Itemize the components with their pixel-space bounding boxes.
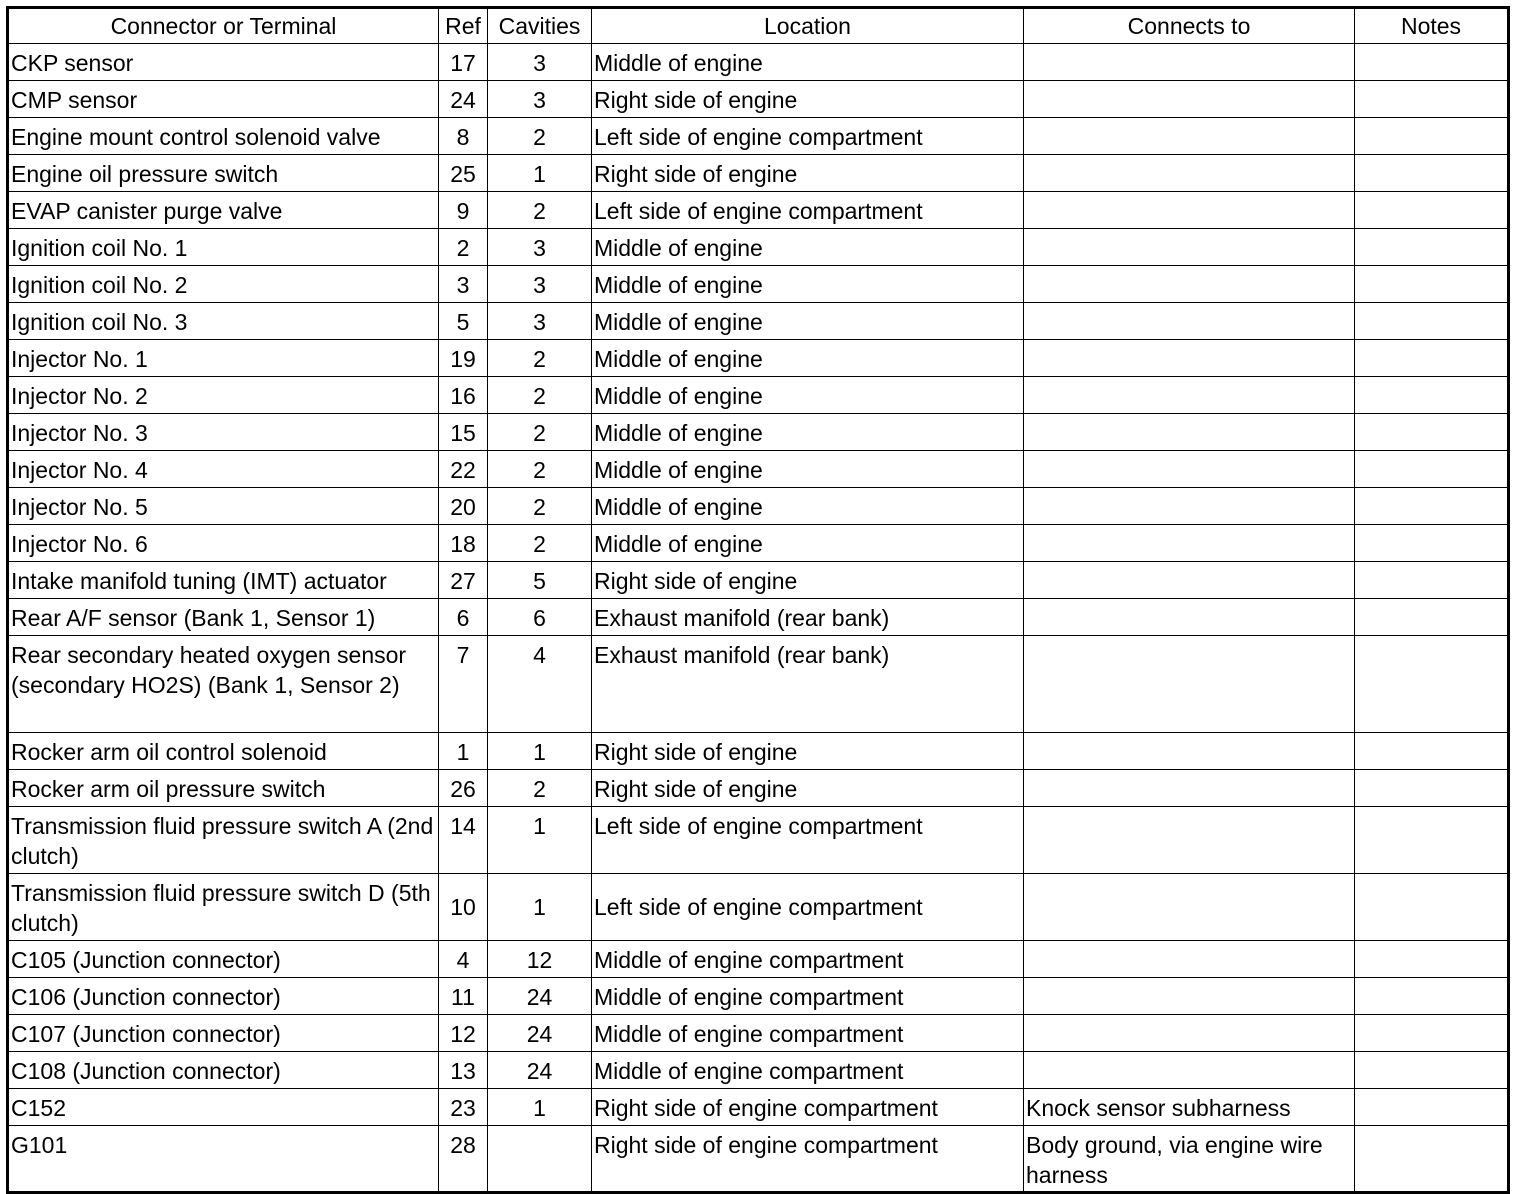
- cell-connects-to: [1024, 155, 1355, 192]
- cell-location: Middle of engine: [592, 303, 1024, 340]
- cell-connector: Injector No. 4: [8, 451, 439, 488]
- cell-cavities: 2: [488, 377, 592, 414]
- cell-connects-to: [1024, 562, 1355, 599]
- cell-connects-to: [1024, 1015, 1355, 1052]
- cell-connects-to: [1024, 1052, 1355, 1089]
- cell-connector: C105 (Junction connector): [8, 941, 439, 978]
- cell-notes: [1355, 44, 1509, 81]
- table-row: [8, 44, 1509, 81]
- header-notes: Notes: [1355, 8, 1509, 44]
- cell-connects-to: [1024, 636, 1355, 733]
- cell-location: Middle of engine: [592, 451, 1024, 488]
- cell-cavities: 5: [488, 562, 592, 599]
- cell-cavities: 2: [488, 525, 592, 562]
- cell-location: Middle of engine: [592, 377, 1024, 414]
- table-row: [8, 1126, 1509, 1193]
- header-ref: Ref: [439, 8, 488, 44]
- cell-connects-to: [1024, 807, 1355, 874]
- cell-cavities: 24: [488, 1052, 592, 1089]
- cell-notes: [1355, 340, 1509, 377]
- cell-connects-to: [1024, 340, 1355, 377]
- cell-connects-to: [1024, 874, 1355, 941]
- cell-connects-to: [1024, 192, 1355, 229]
- cell-ref: 4: [439, 941, 488, 978]
- cell-cavities: 1: [488, 874, 592, 941]
- cell-cavities: 2: [488, 488, 592, 525]
- cell-location: Middle of engine compartment: [592, 941, 1024, 978]
- cell-location: Middle of engine: [592, 340, 1024, 377]
- table-row: [8, 377, 1509, 414]
- cell-location: Middle of engine: [592, 525, 1024, 562]
- cell-notes: [1355, 81, 1509, 118]
- cell-ref: 22: [439, 451, 488, 488]
- cell-ref: 19: [439, 340, 488, 377]
- cell-location: Middle of engine: [592, 266, 1024, 303]
- connector-table: [6, 6, 1510, 1194]
- cell-ref: 13: [439, 1052, 488, 1089]
- cell-connector: Ignition coil No. 1: [8, 229, 439, 266]
- cell-location: Middle of engine: [592, 229, 1024, 266]
- cell-ref: 9: [439, 192, 488, 229]
- cell-connector: Injector No. 5: [8, 488, 439, 525]
- cell-cavities: [488, 1126, 592, 1193]
- table-row: [8, 451, 1509, 488]
- table-row: [8, 599, 1509, 636]
- cell-notes: [1355, 1015, 1509, 1052]
- cell-cavities: 24: [488, 1015, 592, 1052]
- cell-notes: [1355, 192, 1509, 229]
- cell-connects-to: [1024, 81, 1355, 118]
- cell-connects-to: [1024, 525, 1355, 562]
- cell-connector: Rear A/F sensor (Bank 1, Sensor 1): [8, 599, 439, 636]
- cell-ref: 6: [439, 599, 488, 636]
- cell-connector: Injector No. 2: [8, 377, 439, 414]
- cell-connects-to: [1024, 941, 1355, 978]
- cell-connector: Injector No. 6: [8, 525, 439, 562]
- cell-connector: Intake manifold tuning (IMT) actuator: [8, 562, 439, 599]
- cell-ref: 20: [439, 488, 488, 525]
- table-row: [8, 118, 1509, 155]
- cell-ref: 23: [439, 1089, 488, 1126]
- cell-cavities: 6: [488, 599, 592, 636]
- cell-notes: [1355, 733, 1509, 770]
- cell-ref: 2: [439, 229, 488, 266]
- table-row: [8, 266, 1509, 303]
- table-row: [8, 192, 1509, 229]
- header-location: Location: [592, 8, 1024, 44]
- cell-connects-to: [1024, 44, 1355, 81]
- cell-connects-to: [1024, 377, 1355, 414]
- cell-connects-to: [1024, 266, 1355, 303]
- cell-ref: 24: [439, 81, 488, 118]
- cell-connector: Injector No. 3: [8, 414, 439, 451]
- cell-cavities: 3: [488, 303, 592, 340]
- cell-ref: 14: [439, 807, 488, 874]
- table-row: [8, 1015, 1509, 1052]
- cell-location: Middle of engine compartment: [592, 1052, 1024, 1089]
- table-row: [8, 807, 1509, 874]
- cell-connects-to: Knock sensor subharness: [1024, 1089, 1355, 1126]
- table-row: [8, 340, 1509, 377]
- cell-connects-to: [1024, 303, 1355, 340]
- cell-notes: [1355, 1089, 1509, 1126]
- cell-connects-to: [1024, 488, 1355, 525]
- table-row: [8, 229, 1509, 266]
- cell-ref: 7: [439, 636, 488, 733]
- table-row: [8, 1089, 1509, 1126]
- cell-ref: 3: [439, 266, 488, 303]
- cell-cavities: 1: [488, 1089, 592, 1126]
- cell-notes: [1355, 525, 1509, 562]
- cell-cavities: 2: [488, 451, 592, 488]
- cell-connector: Rocker arm oil control solenoid: [8, 733, 439, 770]
- table-header-row: [8, 8, 1509, 44]
- cell-notes: [1355, 562, 1509, 599]
- cell-notes: [1355, 266, 1509, 303]
- cell-location: Right side of engine: [592, 562, 1024, 599]
- cell-cavities: 12: [488, 941, 592, 978]
- cell-cavities: 1: [488, 807, 592, 874]
- table-row: [8, 770, 1509, 807]
- cell-cavities: 2: [488, 192, 592, 229]
- cell-connector: C152: [8, 1089, 439, 1126]
- cell-ref: 10: [439, 874, 488, 941]
- table-row: [8, 636, 1509, 733]
- cell-location: Exhaust manifold (rear bank): [592, 636, 1024, 733]
- cell-notes: [1355, 414, 1509, 451]
- cell-ref: 18: [439, 525, 488, 562]
- cell-location: Middle of engine: [592, 488, 1024, 525]
- cell-connector: C106 (Junction connector): [8, 978, 439, 1015]
- cell-location: Right side of engine compartment: [592, 1126, 1024, 1193]
- cell-location: Right side of engine: [592, 770, 1024, 807]
- header-connector: Connector or Terminal: [8, 8, 439, 44]
- cell-connects-to: [1024, 118, 1355, 155]
- cell-cavities: 2: [488, 118, 592, 155]
- cell-cavities: 1: [488, 155, 592, 192]
- cell-connector: C107 (Junction connector): [8, 1015, 439, 1052]
- cell-connector: Injector No. 1: [8, 340, 439, 377]
- cell-connector: CKP sensor: [8, 44, 439, 81]
- cell-connects-to: [1024, 451, 1355, 488]
- table-row: [8, 525, 1509, 562]
- cell-connector: Ignition coil No. 2: [8, 266, 439, 303]
- cell-cavities: 3: [488, 229, 592, 266]
- cell-location: Middle of engine compartment: [592, 978, 1024, 1015]
- cell-ref: 27: [439, 562, 488, 599]
- cell-location: Exhaust manifold (rear bank): [592, 599, 1024, 636]
- cell-location: Right side of engine: [592, 733, 1024, 770]
- cell-cavities: 2: [488, 340, 592, 377]
- cell-location: Middle of engine compartment: [592, 1015, 1024, 1052]
- cell-cavities: 3: [488, 44, 592, 81]
- cell-connector: Rear secondary heated oxygen sensor (secondary HO2S) (Bank 1, Sensor 2): [8, 636, 439, 733]
- cell-connector: Engine oil pressure switch: [8, 155, 439, 192]
- cell-location: Middle of engine: [592, 414, 1024, 451]
- cell-cavities: 1: [488, 733, 592, 770]
- cell-notes: [1355, 1052, 1509, 1089]
- cell-connector: Ignition coil No. 3: [8, 303, 439, 340]
- cell-ref: 8: [439, 118, 488, 155]
- cell-location: Right side of engine: [592, 81, 1024, 118]
- cell-connector: Transmission fluid pressure switch A (2nd clutch): [8, 807, 439, 874]
- cell-connects-to: [1024, 733, 1355, 770]
- cell-connects-to: [1024, 414, 1355, 451]
- cell-notes: [1355, 807, 1509, 874]
- cell-connector: Rocker arm oil pressure switch: [8, 770, 439, 807]
- cell-ref: 28: [439, 1126, 488, 1193]
- cell-connects-to: [1024, 229, 1355, 266]
- cell-notes: [1355, 303, 1509, 340]
- cell-notes: [1355, 636, 1509, 733]
- cell-connector: CMP sensor: [8, 81, 439, 118]
- cell-notes: [1355, 229, 1509, 266]
- table-row: [8, 874, 1509, 941]
- cell-connector: Transmission fluid pressure switch D (5th clutch): [8, 874, 439, 941]
- cell-ref: 12: [439, 1015, 488, 1052]
- cell-connector: C108 (Junction connector): [8, 1052, 439, 1089]
- table-row: [8, 941, 1509, 978]
- table-row: [8, 414, 1509, 451]
- table-row: [8, 303, 1509, 340]
- cell-location: Right side of engine compartment: [592, 1089, 1024, 1126]
- cell-notes: [1355, 941, 1509, 978]
- cell-ref: 15: [439, 414, 488, 451]
- cell-cavities: 24: [488, 978, 592, 1015]
- cell-notes: [1355, 874, 1509, 941]
- header-cavities: Cavities: [488, 8, 592, 44]
- cell-ref: 1: [439, 733, 488, 770]
- cell-cavities: 2: [488, 414, 592, 451]
- cell-connects-to: [1024, 978, 1355, 1015]
- cell-ref: 11: [439, 978, 488, 1015]
- cell-cavities: 3: [488, 81, 592, 118]
- cell-location: Middle of engine: [592, 44, 1024, 81]
- cell-connector: G101: [8, 1126, 439, 1193]
- table-row: [8, 488, 1509, 525]
- table-row: [8, 733, 1509, 770]
- cell-notes: [1355, 451, 1509, 488]
- cell-ref: 5: [439, 303, 488, 340]
- cell-notes: [1355, 155, 1509, 192]
- table-row: [8, 155, 1509, 192]
- cell-notes: [1355, 978, 1509, 1015]
- cell-cavities: 2: [488, 770, 592, 807]
- table-row: [8, 978, 1509, 1015]
- cell-connects-to: Body ground, via engine wire harness: [1024, 1126, 1355, 1193]
- cell-ref: 17: [439, 44, 488, 81]
- cell-location: Left side of engine compartment: [592, 874, 1024, 941]
- header-connects-to: Connects to: [1024, 8, 1355, 44]
- table-row: [8, 1052, 1509, 1089]
- table-row: [8, 81, 1509, 118]
- cell-connects-to: [1024, 770, 1355, 807]
- cell-ref: 16: [439, 377, 488, 414]
- cell-cavities: 3: [488, 266, 592, 303]
- cell-location: Left side of engine compartment: [592, 192, 1024, 229]
- cell-notes: [1355, 1126, 1509, 1193]
- cell-ref: 26: [439, 770, 488, 807]
- table-row: [8, 562, 1509, 599]
- cell-location: Left side of engine compartment: [592, 807, 1024, 874]
- cell-connector: Engine mount control solenoid valve: [8, 118, 439, 155]
- cell-connector: EVAP canister purge valve: [8, 192, 439, 229]
- cell-notes: [1355, 599, 1509, 636]
- cell-connects-to: [1024, 599, 1355, 636]
- cell-cavities: 4: [488, 636, 592, 733]
- cell-notes: [1355, 377, 1509, 414]
- cell-location: Left side of engine compartment: [592, 118, 1024, 155]
- cell-notes: [1355, 488, 1509, 525]
- cell-notes: [1355, 770, 1509, 807]
- cell-notes: [1355, 118, 1509, 155]
- cell-ref: 25: [439, 155, 488, 192]
- cell-location: Right side of engine: [592, 155, 1024, 192]
